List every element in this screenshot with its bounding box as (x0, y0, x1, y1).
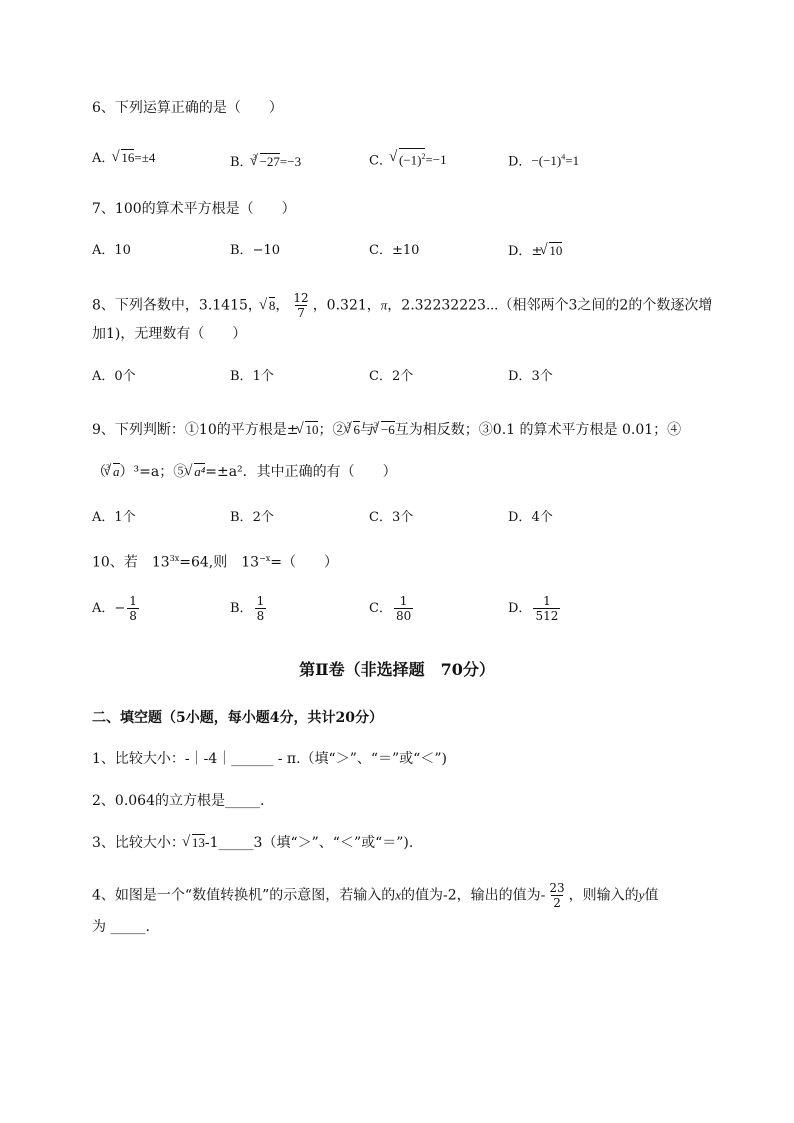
fill-question-4-line2: 为 _____. (92, 919, 150, 935)
q10-option-b: B． $\frac{1}{8}$ (230, 594, 265, 623)
q10-option-d: D． $\frac{1}{512}$ (508, 594, 559, 623)
q9-option-d: D．4个 (508, 510, 553, 525)
q8-option-d: D．3个 (508, 369, 553, 384)
q7-option-d: D．±√ 10 (508, 241, 562, 262)
fill-question-1: 1、比较大小：-｜-4｜______ - π.（填“＞”、“＝”或“＜”) (92, 751, 447, 767)
fraction: $\frac{12}{7}$ (293, 291, 309, 320)
q8-option-b: B．1个 (230, 369, 274, 384)
q9-option-c: C．3个 (369, 510, 414, 525)
q9-option-a: A．1个 (92, 510, 136, 525)
fraction: $\frac{23}{2}$ (549, 881, 565, 910)
q9-stem-line2: （$^3$√ a）³=a；⑤√ a⁴=±a²．其中正确的有（ ） (92, 458, 397, 482)
fraction: $\frac{1}{8}$ (256, 594, 265, 623)
q8-option-a: A．0个 (92, 369, 136, 384)
q6-stem: 6、下列运算正确的是（ ） (92, 100, 283, 116)
q7-option-a: A．10 (92, 243, 131, 258)
q7-option-c: C．±10 (369, 243, 420, 258)
q10-option-a: A．− $\frac{1}{8}$ (92, 594, 137, 623)
q8-option-c: C．2个 (369, 369, 414, 384)
fill-question-3: 3、比较大小：√ 13-1_____3（填“＞”、“＜”或“＝”). (92, 833, 413, 853)
q6-option-b: B．$^3$√ −27=−3 (230, 148, 301, 173)
fraction: $\frac{1}{80}$ (395, 594, 412, 623)
q7-option-b: B．−10 (230, 243, 280, 258)
q10-option-c: C． $\frac{1}{80}$ (369, 594, 412, 623)
q6-option-a: A．√ 16=±4 (92, 148, 155, 169)
section-title: 第Ⅱ卷（非选择题 70分） (299, 660, 495, 679)
q6-option-d: D．$-(-1)^4=1$ (508, 153, 580, 170)
part-heading: 二、填空题（5小题，每小题4分，共计20分） (92, 710, 383, 726)
q8-stem-line1: 8、下列各数中，3.1415，√ 8， $\frac{12}{7}$ ，0.321，π，2.32232223⋯（相邻两个3之间的2的个数逐次增 (92, 291, 712, 320)
q9-stem-line1: 9、下列判断：①10的平方根是±√ 10；②$^3$√ 6与$^3$√ −6互为相反数；③0.1 的算术平方根是 0.01；④ (92, 416, 681, 440)
fill-question-2: 2、0.064的立方根是_____. (92, 793, 265, 809)
q10-stem: 10、若 $13^{3x}=64$,则 $13^{-x}=$（ ） (92, 554, 339, 571)
q6-option-c: C．√ $(-1)^2=-1$ (369, 148, 447, 171)
q7-stem: 7、100的算术平方根是（ ） (92, 201, 296, 217)
q8-stem-line2: 加1)，无理数有（ ） (92, 326, 247, 342)
fraction: $\frac{1}{8}$ (129, 594, 137, 623)
q9-option-b: B．2个 (230, 510, 274, 525)
fill-question-4-line1: 4、如图是一个“数值转换机”的示意图，若输入的x的值为-2，输出的值为- $\frac{23}{2}$ ，则输入的y值 (92, 881, 659, 910)
fraction: $\frac{1}{512}$ (535, 594, 559, 623)
